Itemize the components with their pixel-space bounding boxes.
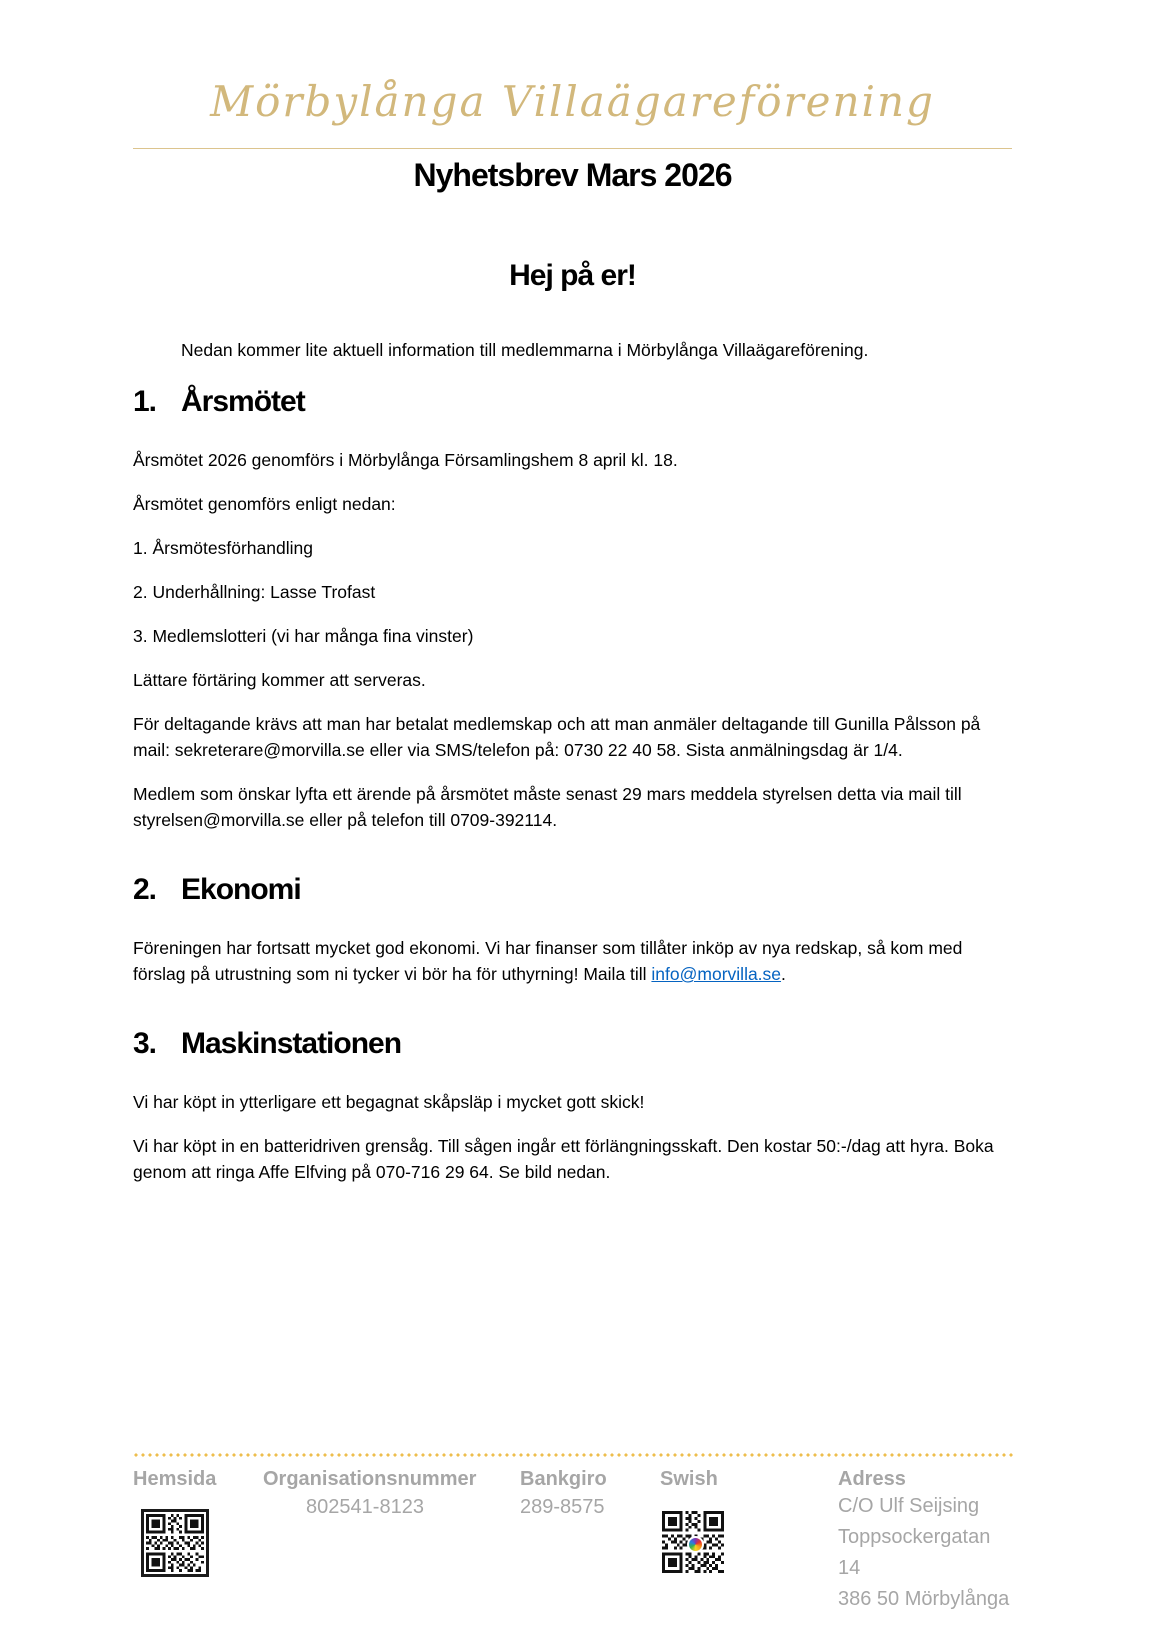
paragraph: Årsmötet genomförs enligt nedan:: [133, 494, 396, 514]
orgnr-label: Organisationsnummer: [263, 1468, 477, 1490]
footer-col-hemsida: [133, 1467, 263, 1615]
footer-col-orgnr: [263, 1467, 520, 1615]
paragraph: Vi har köpt in ytterligare ett begagnat skåpsläp i mycket gott skick!: [133, 1092, 645, 1112]
paragraph: För deltagande krävs att man har betalat medlemskap och att man anmäler deltagande till Gunilla Pålsson på mail: sekreterare@morvilla.se eller via SMS/telefon på: 0730 22 40 58. Sista anmälningsdag är 1/4.: [133, 714, 981, 760]
adress-line: 386 50 Mörbylånga: [838, 1588, 1010, 1610]
footer-divider: [133, 1453, 1013, 1457]
bankgiro-value: 289-8575: [520, 1496, 605, 1518]
section-heading-maskinstationen: [133, 1027, 1012, 1061]
bankgiro-label: Bankgiro: [520, 1468, 607, 1490]
section-title: Maskinstationen: [181, 1027, 402, 1060]
intro-paragraph: Nedan kommer lite aktuell information till medlemmarna i Mörbylånga Villaägareförening.: [181, 340, 869, 360]
section-heading-arsmotet: [133, 385, 1012, 419]
footer-columns: [133, 1467, 1013, 1615]
swish-qr-code-icon: [662, 1511, 724, 1573]
footer-col-bankgiro: [520, 1467, 660, 1615]
page-footer: [133, 1453, 1013, 1615]
paragraph-text: Föreningen har fortsatt mycket god ekonomi. Vi har finanser som tillåter inköp av nya redskap, så kom med förslag på utrustning som ni tycker vi bör ha för uthyrning! Maila till: [133, 938, 963, 984]
header-divider: [133, 148, 1012, 149]
section-number: 3.: [133, 1027, 157, 1060]
section-number: 1.: [133, 385, 157, 418]
list-item: 2. Underhållning: Lasse Trofast: [133, 582, 376, 602]
footer-col-adress: [838, 1467, 1013, 1615]
swish-label: Swish: [660, 1468, 718, 1490]
adress-line: C/O Ulf Seijsing: [838, 1495, 980, 1517]
swish-logo-icon: [687, 1536, 704, 1553]
paragraph: Vi har köpt in en batteridriven grensåg. Till sågen ingår ett förlängningsskaft. Den kostar 50:-/dag att hyra. Boka genom att ringa Affe Elfving på 070-716 29 64. Se bild nedan.: [133, 1136, 994, 1182]
adress-label: Adress: [838, 1468, 906, 1490]
footer-col-swish: [660, 1467, 838, 1615]
section-heading-ekonomi: [133, 873, 1012, 907]
association-logo: Mörbylånga Villaägareförening: [210, 77, 935, 126]
hemsida-qr-code-icon: [141, 1509, 209, 1577]
list-item: 3. Medlemslotteri (vi har många fina vinster): [133, 626, 474, 646]
page-title: Nyhetsbrev Mars 2026: [413, 157, 732, 193]
greeting-heading: Hej på er!: [509, 259, 636, 292]
hemsida-label: Hemsida: [133, 1468, 217, 1490]
email-link-info-morvilla[interactable]: info@morvilla.se: [651, 964, 782, 984]
page-content: [133, 0, 1012, 1203]
paragraph-text: .: [781, 964, 786, 984]
orgnr-value: 802541-8123: [306, 1496, 424, 1518]
paragraph: Årsmötet 2026 genomförs i Mörbylånga Församlingshem 8 april kl. 18.: [133, 450, 678, 470]
section-title: Årsmötet: [181, 385, 305, 418]
section-number: 2.: [133, 873, 157, 906]
paragraph: Medlem som önskar lyfta ett ärende på årsmötet måste senast 29 mars meddela styrelsen detta via mail till styrelsen@morvilla.se eller på telefon till 0709-392114.: [133, 784, 962, 830]
adress-line: Toppsockergatan 14: [838, 1526, 991, 1579]
section-title: Ekonomi: [181, 873, 301, 906]
paragraph: Lättare förtäring kommer att serveras.: [133, 670, 426, 690]
paragraph: [133, 935, 1012, 987]
list-item: 1. Årsmötesförhandling: [133, 538, 313, 558]
